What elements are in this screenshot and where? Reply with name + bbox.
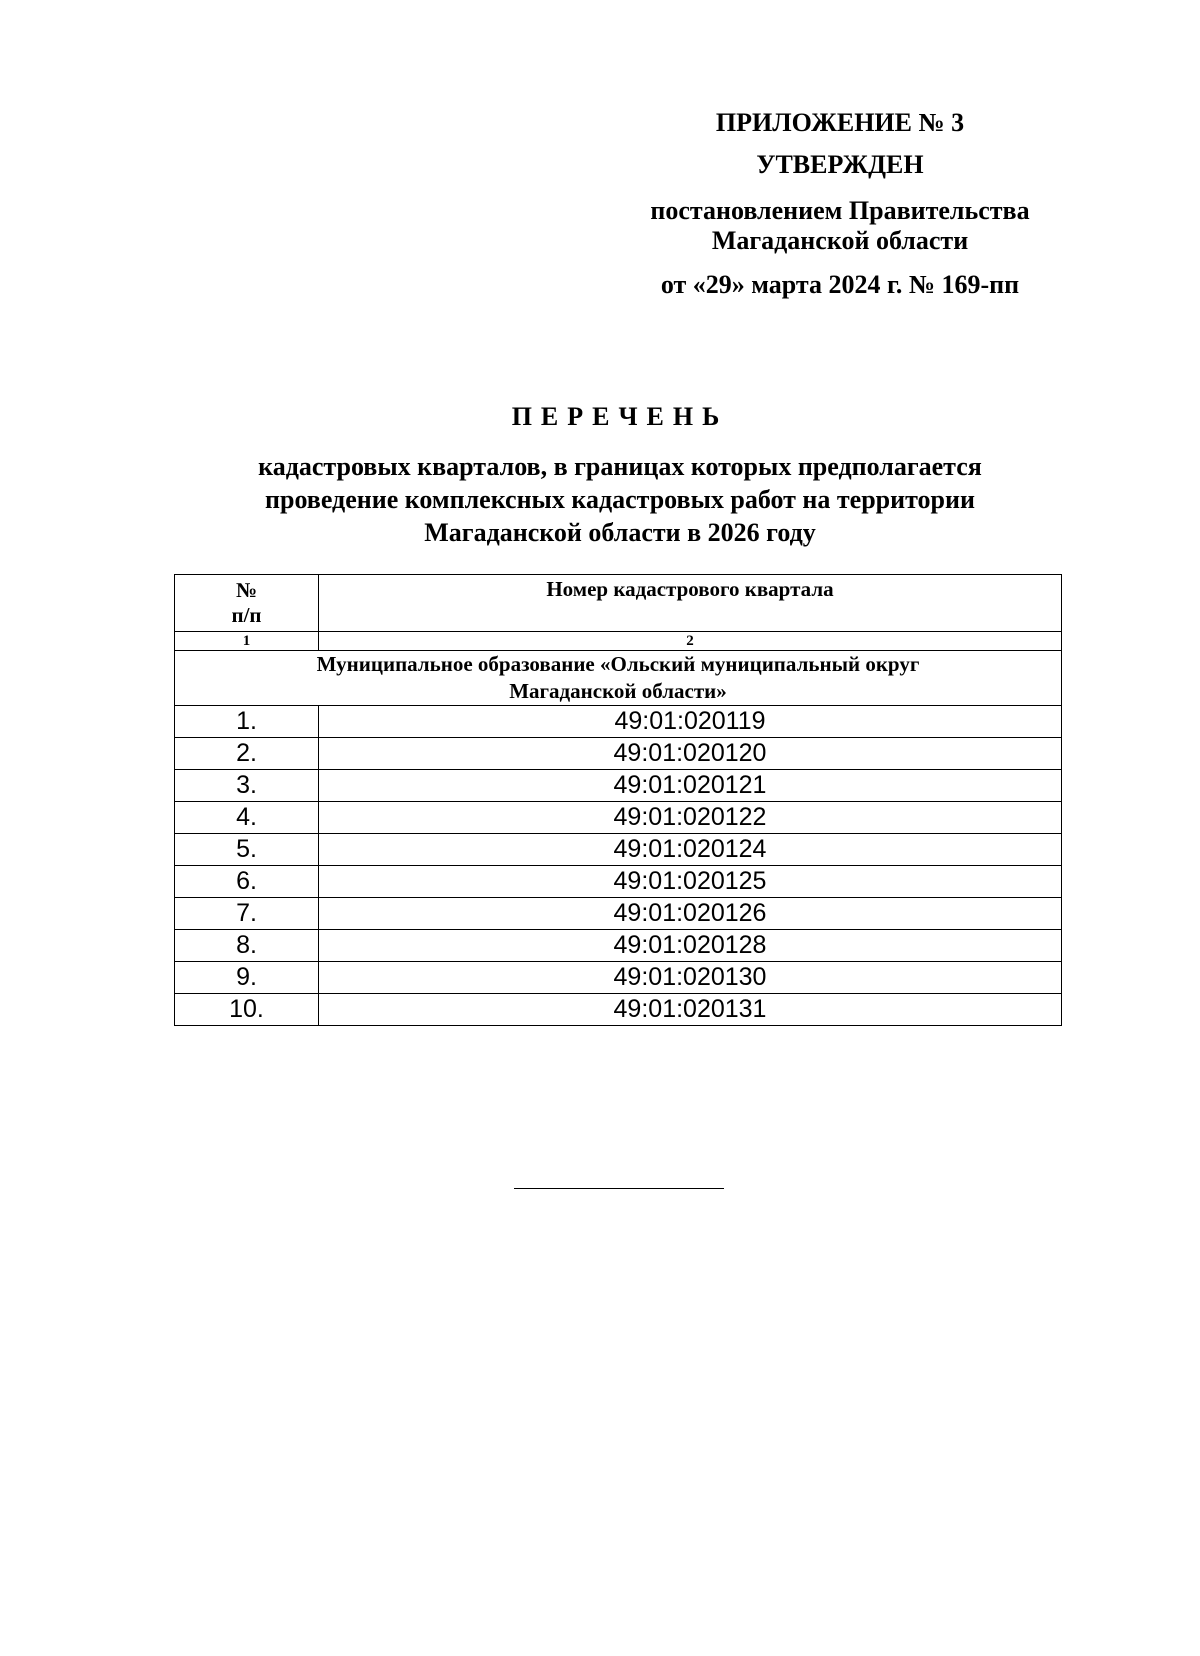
table-row bbox=[175, 706, 1062, 738]
row-number-cell: 3. bbox=[175, 770, 319, 802]
cadastral-number-cell: 49:01:020130 bbox=[319, 962, 1062, 994]
cadastral-number-cell: 49:01:020119 bbox=[319, 706, 1062, 738]
closing-rule-line bbox=[514, 1188, 724, 1189]
cadastral-quarters-table bbox=[174, 574, 1062, 1026]
approved-label: УТВЕРЖДЕН bbox=[756, 150, 924, 179]
title-subtitle-line-3: Магаданской области в 2026 году bbox=[424, 518, 816, 547]
cadastral-number-cell: 49:01:020122 bbox=[319, 802, 1062, 834]
municipality-line-2: Магаданской области» bbox=[509, 679, 727, 703]
table-row bbox=[175, 802, 1062, 834]
document-title bbox=[160, 402, 1080, 549]
row-number-cell: 4. bbox=[175, 802, 319, 834]
row-number-cell: 9. bbox=[175, 962, 319, 994]
table-row bbox=[175, 738, 1062, 770]
approved-by-line-2: Магаданской области bbox=[711, 226, 969, 255]
row-number-cell: 1. bbox=[175, 706, 319, 738]
cadastral-number-cell: 49:01:020126 bbox=[319, 898, 1062, 930]
title-main: ПЕРЕЧЕНЬ bbox=[511, 402, 729, 431]
appendix-number: ПРИЛОЖЕНИЕ № 3 bbox=[715, 108, 965, 137]
table-row bbox=[175, 994, 1062, 1026]
cadastral-number-cell: 49:01:020125 bbox=[319, 866, 1062, 898]
table-row bbox=[175, 962, 1062, 994]
table-header-row bbox=[175, 575, 1062, 632]
municipality-group-row bbox=[175, 651, 1062, 706]
cadastral-number-cell: 49:01:020124 bbox=[319, 834, 1062, 866]
title-subtitle-line-2: проведение комплексных кадастровых работ на территории bbox=[265, 485, 975, 514]
table-row bbox=[175, 834, 1062, 866]
cadastral-number-cell: 49:01:020120 bbox=[319, 738, 1062, 770]
cadastral-number-cell: 49:01:020128 bbox=[319, 930, 1062, 962]
table-row bbox=[175, 930, 1062, 962]
cadastral-number-cell: 49:01:020121 bbox=[319, 770, 1062, 802]
table-row bbox=[175, 898, 1062, 930]
table-row bbox=[175, 770, 1062, 802]
row-number-cell: 6. bbox=[175, 866, 319, 898]
title-subtitle-line-1: кадастровых кварталов, в границах которых предполагается bbox=[258, 452, 982, 481]
column-number-2: 2 bbox=[319, 632, 1062, 651]
column-number-1: 1 bbox=[175, 632, 319, 651]
column-number-row bbox=[175, 632, 1062, 651]
municipality-line-1: Муниципальное образование «Ольский муниципальный округ bbox=[316, 652, 920, 676]
header-number-abbr: п/п bbox=[231, 603, 262, 627]
table-row bbox=[175, 866, 1062, 898]
header-cell-cadastral-number: Номер кадастрового квартала bbox=[319, 575, 1062, 632]
row-number-cell: 5. bbox=[175, 834, 319, 866]
row-number-cell: 8. bbox=[175, 930, 319, 962]
resolution-date: от «29» марта 2024 г. № 169-пп bbox=[660, 270, 1020, 299]
cadastral-number-cell: 49:01:020131 bbox=[319, 994, 1062, 1026]
header-cell-number bbox=[175, 575, 319, 632]
municipality-group-cell bbox=[175, 651, 1062, 706]
row-number-cell: 10. bbox=[175, 994, 319, 1026]
header-number-sign: № bbox=[235, 578, 258, 602]
row-number-cell: 7. bbox=[175, 898, 319, 930]
approved-by-line-1: постановлением Правительства bbox=[650, 196, 1030, 225]
approval-stamp bbox=[600, 108, 1080, 300]
row-number-cell: 2. bbox=[175, 738, 319, 770]
